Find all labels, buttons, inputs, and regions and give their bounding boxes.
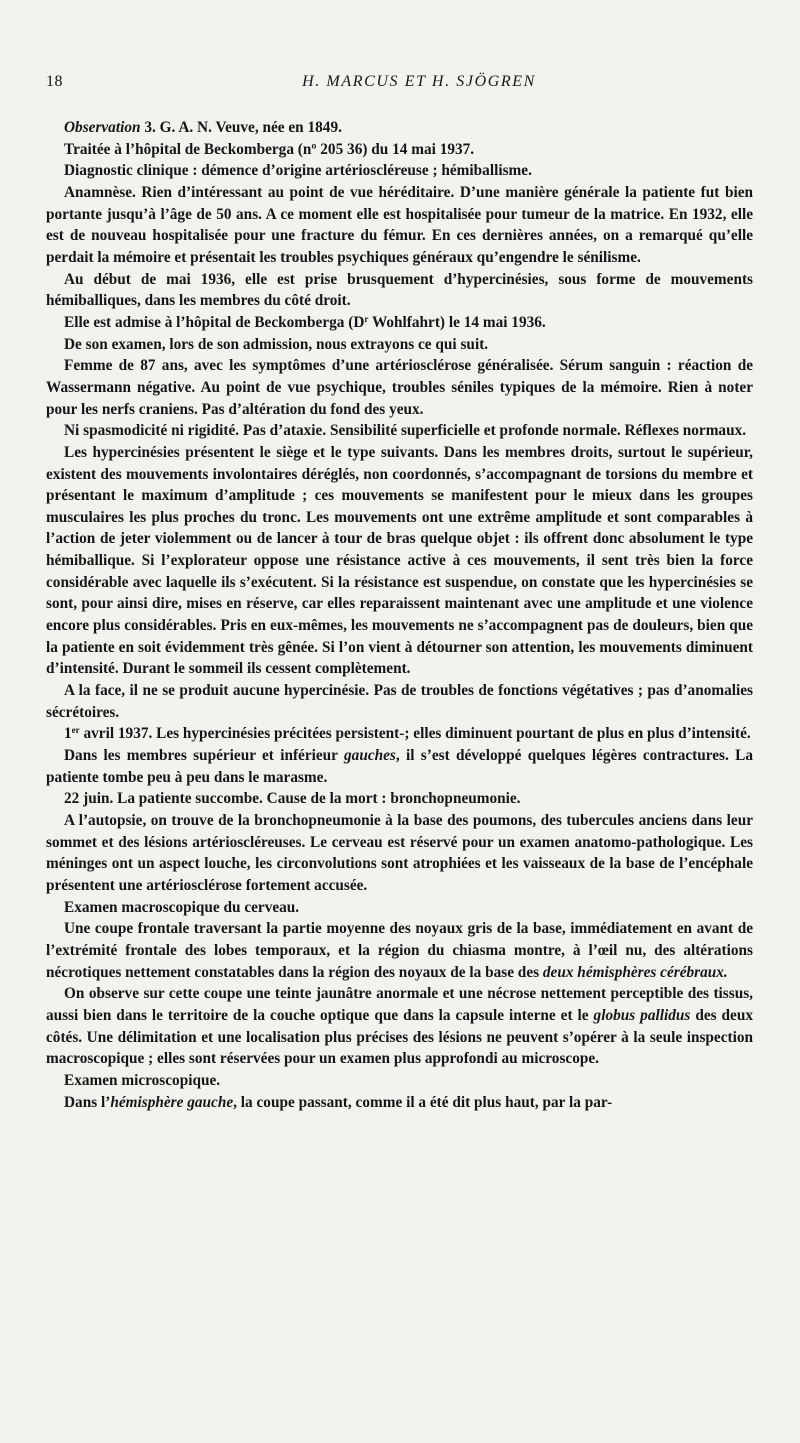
observation-label: Observation bbox=[64, 119, 141, 136]
paragraph-exam-intro: De son examen, lors de son admission, nous extrayons ce qui suit. bbox=[64, 335, 489, 353]
paragraph-left-hemisphere: Dans l’hémisphère gauche, la coupe passant, comme il a été dit plus haut, par la par- bbox=[64, 1093, 613, 1111]
paragraph-onset: Au début de mai 1936, elle est prise brusquement d’hypercinésies, sous forme de mouvements hémiballiques, dans les membres du côté droit. bbox=[46, 270, 753, 310]
body-text bbox=[46, 117, 753, 1113]
paragraph-death: 22 juin. La patiente succombe. Cause de la mort : bronchopneumonie. bbox=[64, 790, 521, 808]
paragraph-necrosis: On observe sur cette coupe une teinte jaunâtre anormale et une nécrose nettement perceptible des tissus, aussi bien dans le territoire de la couche optique que dans la capsule interne et le globus pallidus des deux côtés. Une délimitation et une localisation plus précises des lésions ne peuvent s’opérer à la seule inspection macroscopique ; elles sont réservées pour un examen plus approfondi au microscope. bbox=[46, 985, 753, 1068]
paragraph-face: A la face, il ne se produit aucune hypercinésie. Pas de troubles de fonctions végétatives ; pas d’anomalies sécrétoires. bbox=[46, 682, 753, 721]
paragraph-contractures: Dans les membres supérieur et inférieur gauches, il s’est développé quelques légères contractures. La patiente tombe peu à peu dans le marasme. bbox=[46, 747, 753, 786]
paragraph-macro-heading: Examen macroscopique du cerveau. bbox=[64, 898, 300, 916]
paragraph-diagnosis: Diagnostic clinique : démence d’origine artérioscléreuse ; hémiballisme. bbox=[64, 162, 532, 180]
observation-text: 3. G. A. N. Veuve, née en 1849. bbox=[140, 119, 342, 136]
paragraph-autopsy: A l’autopsie, on trouve de la bronchopneumonie à la base des poumons, des tubercules anciens dans leur sommet et des lésions artérioscléreuses. Le cerveau est réservé pour un examen anatomo-pathologique. Les méninges ont un aspect louche, les circonvolutions sont atrophiées et les vaisseaux de la base de l’encéphale présentent une artériosclérose fortement accusée. bbox=[46, 812, 753, 894]
paragraph-frontal-section: Une coupe frontale traversant la partie moyenne des noyaux gris de la base, immédiatement en avant de l’extrémité frontale des lobes temporaux, et la région du chiasma montre, à l’œil nu, des altérations nécrotiques nettement constatables dans la région des noyaux de la base des deux hémisphères cérébraux. bbox=[46, 920, 753, 981]
page-header bbox=[46, 73, 752, 97]
running-head: H. MARCUS ET H. SJÖGREN bbox=[302, 73, 536, 90]
page-number: 18 bbox=[46, 73, 63, 90]
paragraph-admission: Elle est admise à l’hôpital de Beckomberga ($D^r$ Wohlfahrt) le 14 mai 1936. bbox=[64, 313, 546, 331]
paragraph-observation bbox=[46, 117, 753, 139]
paragraph-hyperkinesia: Les hypercinésies présentent le siège et le type suivants. Dans les membres droits, surtout le supérieur, existent des mouvements involontaires déréglés, non coordonnés, s’accompagnant de torsions du membre et présentant le maximum d’amplitude ; ces mouvements se manifestent pour le mieux dans les groupes musculaires les plus proches du tronc. Les mouvements ont une extrême amplitude et sont comparables à l’action de jeter violemment ou de lancer à tour de bras quelque objet : ils offrent donc absolument le type hémiballique. Si l’explorateur oppose une résistance active à ces mouvements, il sent très bien la force considérable avec laquelle ils s’exécutent. Si la résistance est suspendue, on constate que les hypercinésies se sont, pour ainsi dire, mises en réserve, car elles reparaissent maintenant avec une amplitude et une violence encore plus considérables. Pris en eux-mêmes, les mouvements ne s’accompagnent pas de douleurs, bien que la patiente en soit évidemment très gênée. Si l’on vient à détourner son attention, les mouvements diminuent d’intensité. Durant le sommeil ils cessent complètement. bbox=[46, 443, 753, 678]
paragraph-general-exam: Femme de 87 ans, avec les symptômes d’une artériosclérose généralisée. Sérum sanguin : réaction de Wassermann négative. Au point de vue psychique, troubles séniles typiques de la mémoire. Rien à noter pour les nerfs craniens. Pas d’altération du fond des yeux. bbox=[46, 357, 753, 418]
paragraph-micro-heading: Examen microscopique. bbox=[64, 1071, 221, 1089]
paragraph-anamnesis: Anamnèse. Rien d’intéressant au point de vue héréditaire. D’une manière générale la patiente fut bien portante jusqu’à l’âge de 50 ans. A ce moment elle est hospitalisée pour tumeur de la matrice. En 1932, elle est de nouveau hospitalisée pour une fracture du fémur. En ces dernières années, on a remarqué qu’elle perdait la mémoire et présentait les troubles psychiques généraux qu’engendre le sénilisme. bbox=[46, 183, 753, 266]
paragraph-april: 1er avril 1937. Les hypercinésies précitées persistent-; elles diminuent pourtant de plus en plus d’intensité. bbox=[64, 725, 751, 743]
paragraph-neuro-exam: Ni spasmodicité ni rigidité. Pas d’ataxie. Sensibilité superficielle et profonde normale. Réflexes normaux. bbox=[64, 422, 747, 440]
paragraph-treatment: Traitée à l’hôpital de Beckomberga (nº 205 36) du 14 mai 1937. bbox=[64, 140, 475, 158]
